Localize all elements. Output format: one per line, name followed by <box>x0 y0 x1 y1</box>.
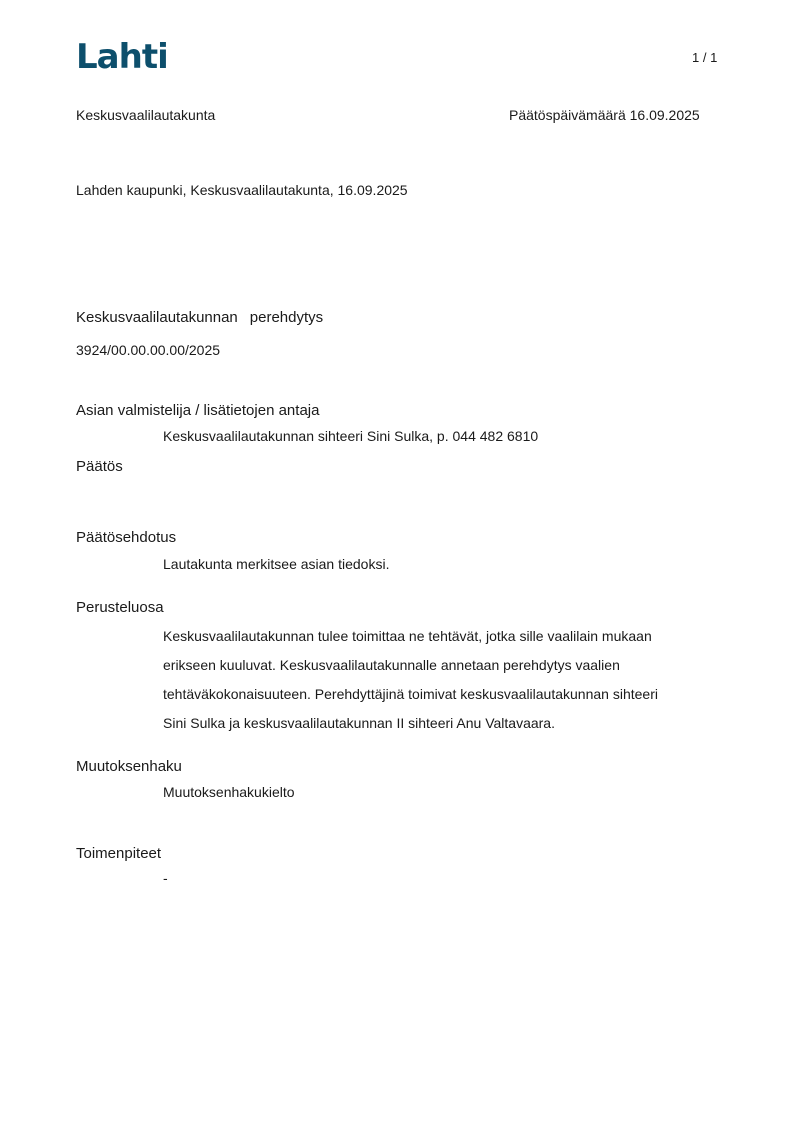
preparer-text: Keskusvaalilautakunnan sihteeri Sini Sulka, p. 044 482 6810 <box>163 428 539 444</box>
case-number: 3924/00.00.00.00/2025 <box>76 342 221 358</box>
header-decision-date: Päätöspäivämäärä 16.09.2025 <box>509 107 700 123</box>
rationale-paragraph <box>163 622 723 738</box>
actions-heading: Toimenpiteet <box>76 845 162 862</box>
actions-text: - <box>163 870 168 886</box>
rationale-line: tehtäväkokonaisuuteen. Perehdyttäjinä toimivat keskusvaalilautakunnan sihteeri <box>163 686 658 702</box>
proposal-heading: Päätösehdotus <box>76 529 177 546</box>
document-subject <box>76 309 323 326</box>
rationale-line: Keskusvaalilautakunnan tulee toimittaa ne tehtävät, jotka sille vaalilain mukaan <box>163 628 652 644</box>
page-number: 1 / 1 <box>692 50 718 65</box>
subject-part-2: perehdytys <box>249 309 324 326</box>
rationale-line: Sini Sulka ja keskusvaalilautakunnan II sihteeri Anu Valtavaara. <box>163 715 555 731</box>
lahti-logo: Lahti <box>76 37 168 77</box>
header-board-name: Keskusvaalilautakunta <box>76 107 216 123</box>
rationale-heading: Perusteluosa <box>76 599 164 616</box>
decision-heading: Päätös <box>76 458 123 475</box>
appeal-text: Muutoksenhakukielto <box>163 784 295 800</box>
meeting-line: Lahden kaupunki, Keskusvaalilautakunta, 16.09.2025 <box>76 182 408 198</box>
proposal-text: Lautakunta merkitsee asian tiedoksi. <box>163 556 390 572</box>
subject-part-1: Keskusvaalilautakunnan <box>76 309 238 326</box>
preparer-heading: Asian valmistelija / lisätietojen antaja <box>76 402 320 419</box>
rationale-line: erikseen kuuluvat. Keskusvaalilautakunnalle annetaan perehdytys vaalien <box>163 657 620 673</box>
appeal-heading: Muutoksenhaku <box>76 758 182 775</box>
